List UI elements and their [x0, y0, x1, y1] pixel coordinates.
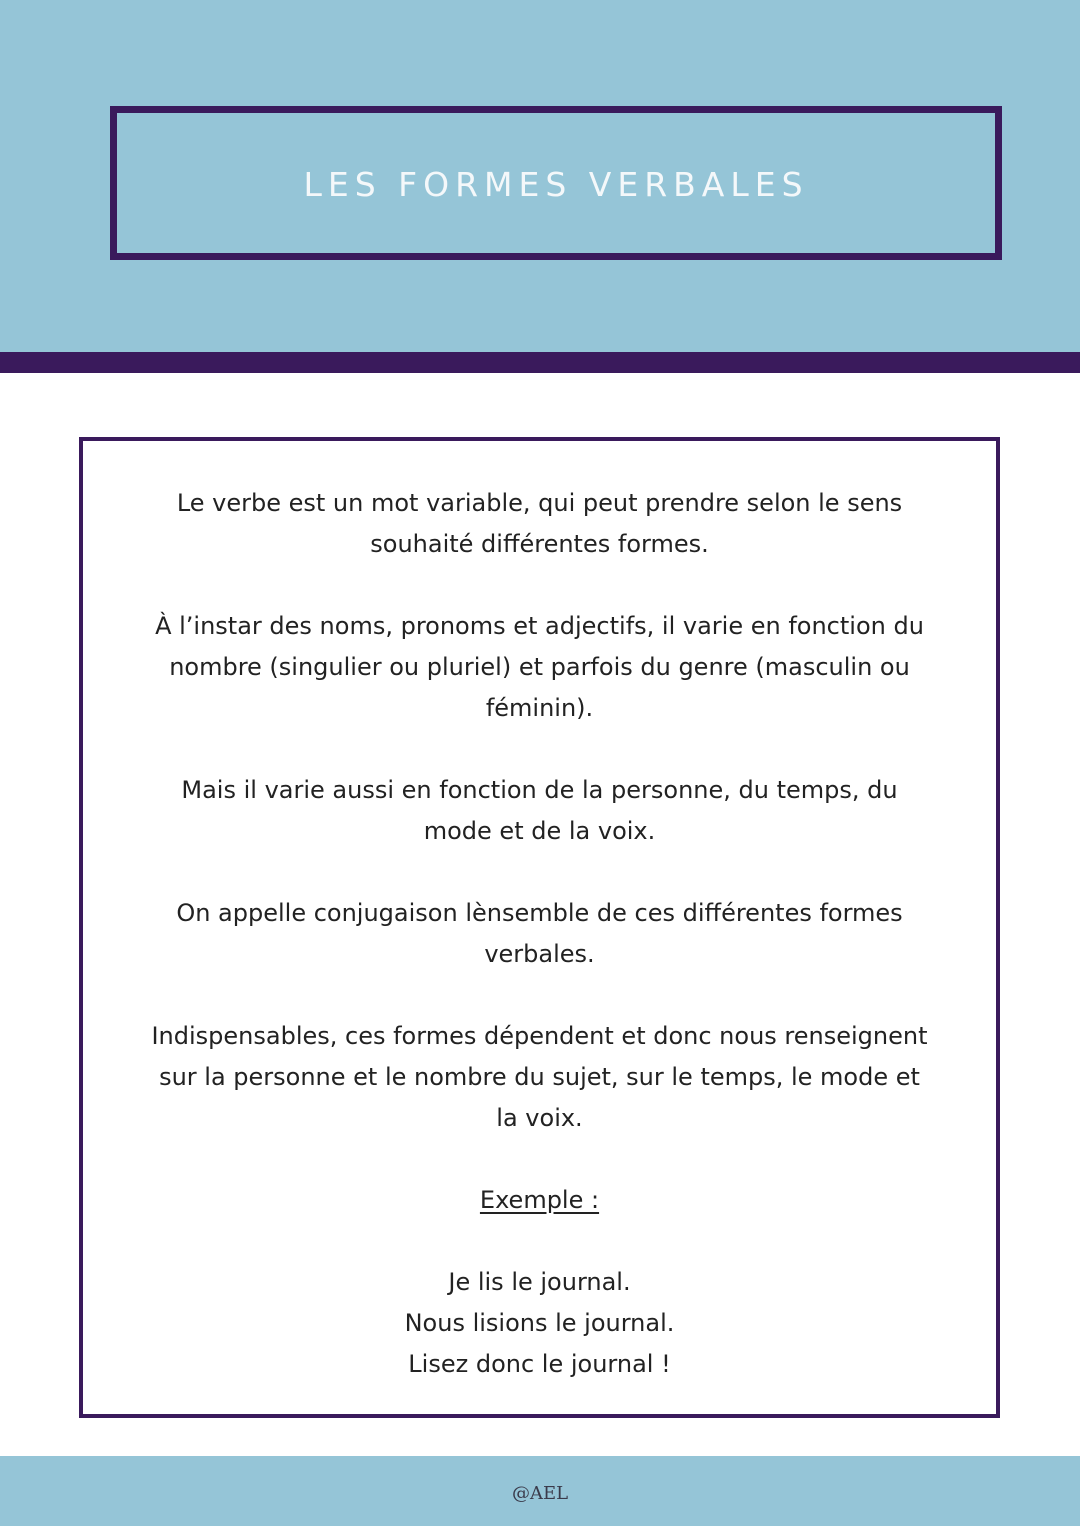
example-sentences [83, 1262, 996, 1385]
footer-band [0, 1456, 1080, 1526]
footer-author-handle: @AEL [511, 1482, 569, 1504]
title-frame [110, 106, 1002, 260]
paragraph-importance: Indispensables, ces formes dépendent et donc nous renseignent sur la personne et le nombre du sujet, sur le temps, le mode et la voix. [151, 1022, 928, 1132]
example-sentence: Je lis le journal. [448, 1268, 631, 1296]
page-title: LES FORMES VERBALES [303, 164, 809, 204]
header-divider-stripe [0, 352, 1080, 373]
paragraph-definition: Le verbe est un mot variable, qui peut prendre selon le sens souhaité différentes formes. [176, 489, 903, 558]
example-sentence: Nous lisions le journal. [404, 1309, 675, 1337]
example-section-heading [83, 1180, 996, 1221]
content-body [83, 483, 996, 1385]
paragraph-variation-person-tense: Mais il varie aussi en fonction de la personne, du temps, du mode et de la voix. [181, 776, 898, 845]
content-frame [79, 437, 1000, 1418]
paragraph-conjugation: On appelle conjugaison lènsemble de ces différentes formes verbales. [176, 899, 903, 968]
example-heading-text: Exemple : [479, 1186, 600, 1214]
example-sentence: Lisez donc le journal ! [408, 1350, 671, 1378]
paragraph-variation-number-gender: À l’instar des noms, pronoms et adjectifs, il varie en fonction du nombre (singulier ou pluriel) et parfois du genre (masculin ou féminin). [155, 612, 924, 722]
